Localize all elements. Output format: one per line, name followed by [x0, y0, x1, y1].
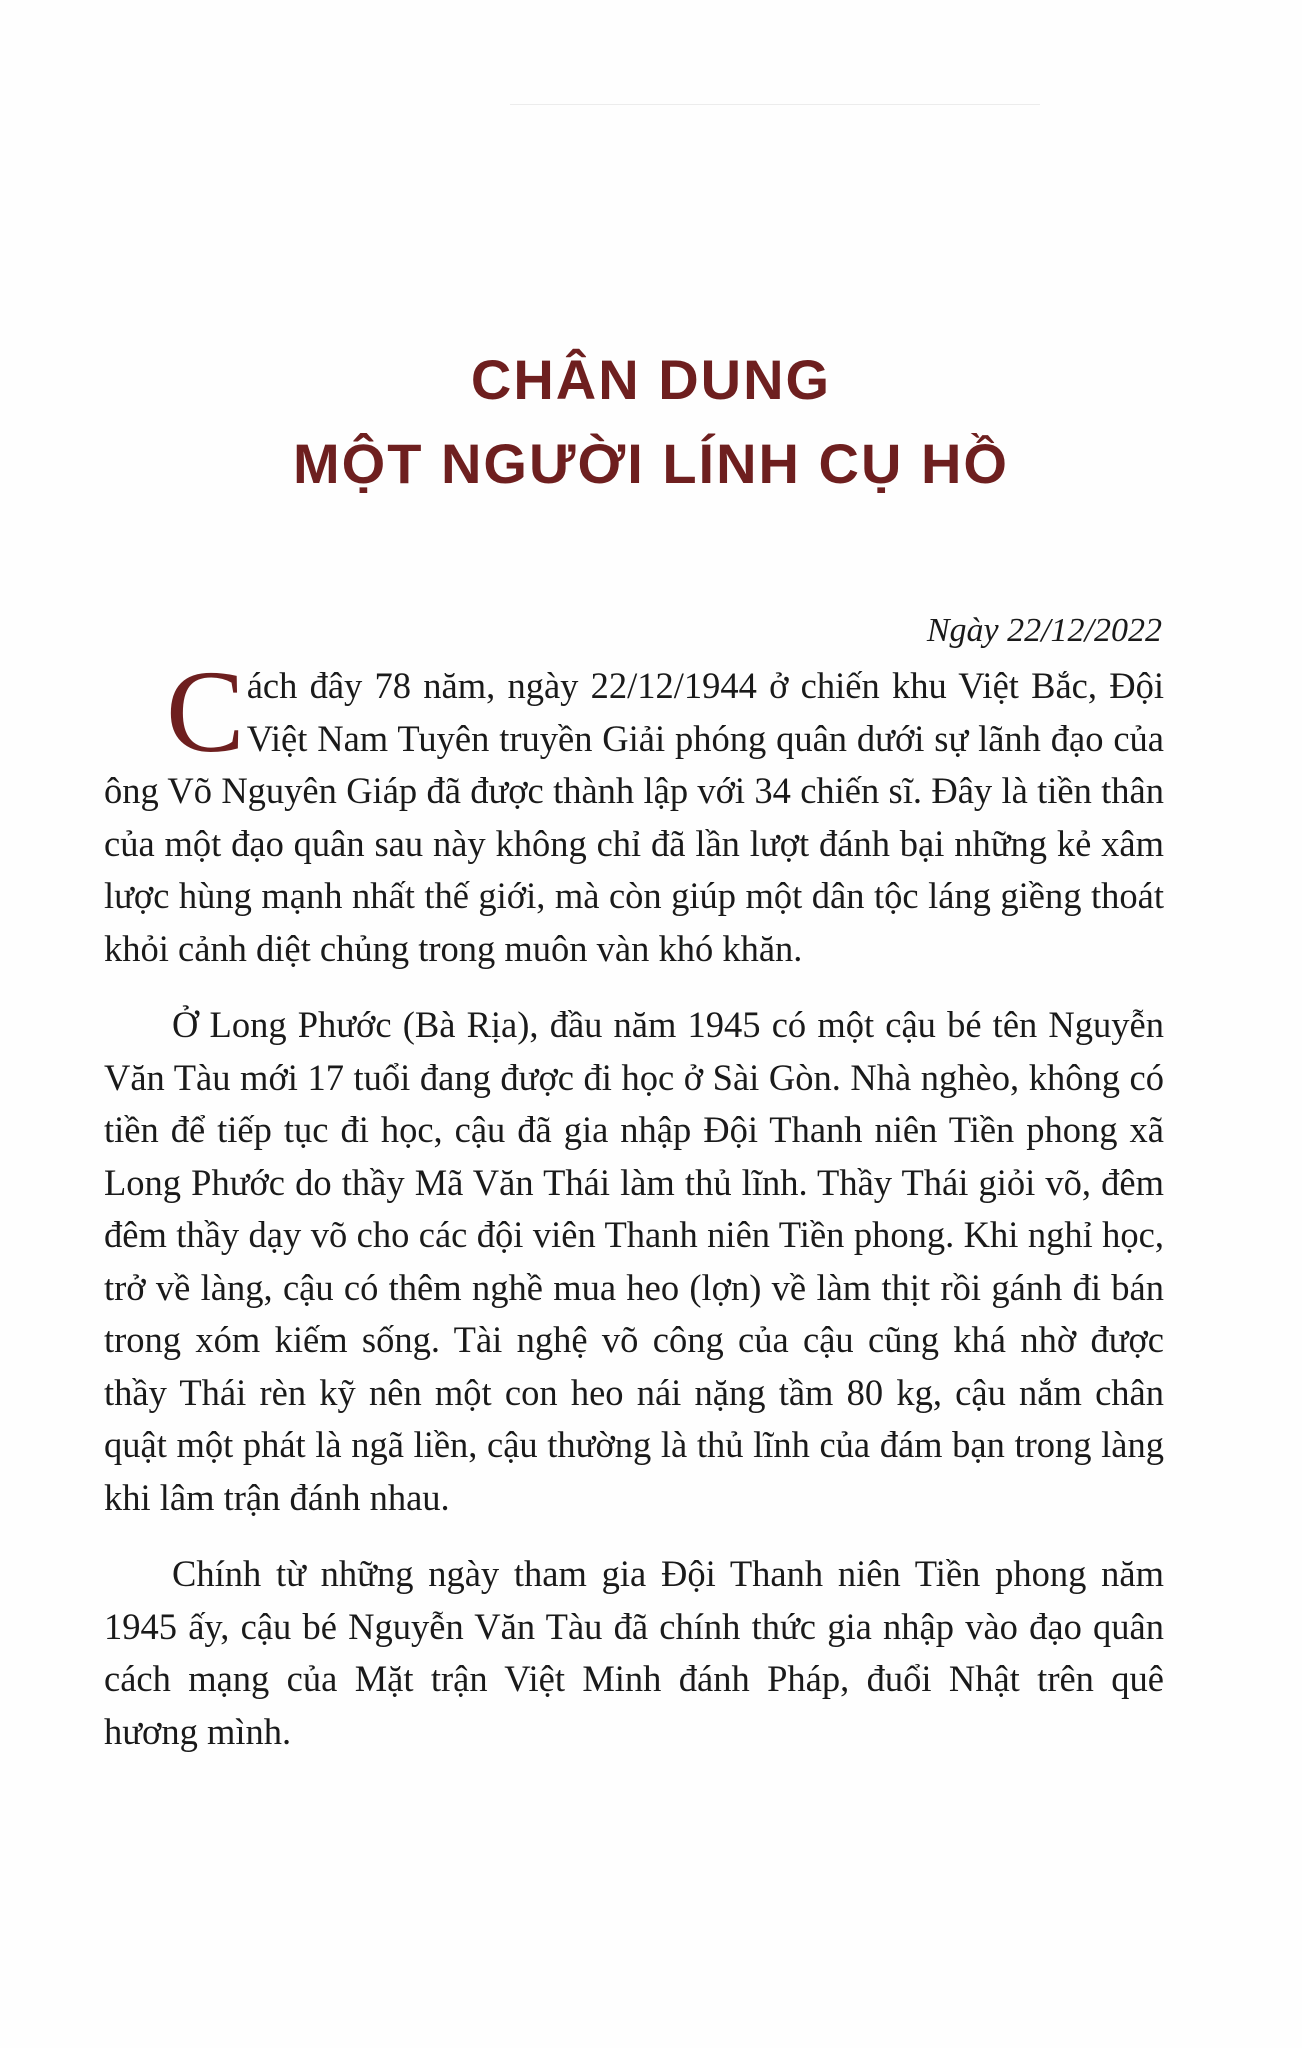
chapter-title [0, 338, 1302, 506]
dateline: Ngày 22/12/2022 [926, 612, 1162, 649]
paragraph-1-text: ách đây 78 năm, ngày 22/12/1944 ở chiến khu Việt Bắc, Đội Việt Nam Tuyên truyền Giải phóng quân dưới sự lãnh đạo của ông Võ Nguyên Giáp đã được thành lập với 34 chiến sĩ. Đây là tiền thân của một đạo quân sau này không chỉ đã lần lượt đánh bại những kẻ xâm lược hùng mạnh nhất thế giới, mà còn giúp một dân tộc láng giềng thoát khỏi cảnh diệt chủng trong muôn vàn khó khăn. [104, 665, 1164, 969]
page-number [1122, 88, 1162, 112]
running-header-rule [510, 104, 1040, 105]
paragraph-1 [104, 646, 1164, 975]
paragraph-2: Ở Long Phước (Bà Rịa), đầu năm 1945 có một cậu bé tên Nguyễn Văn Tàu mới 17 tuổi đang được đi học ở Sài Gòn. Nhà nghèo, không có tiền để tiếp tục đi học, cậu đã gia nhập Đội Thanh niên Tiền phong xã Long Phước do thầy Mã Văn Thái làm thủ lĩnh. Thầy Thái giỏi võ, đêm đêm thầy dạy võ cho các đội viên Thanh niên Tiền phong. Khi nghỉ học, trở về làng, cậu có thêm nghề mua heo (lợn) về làm thịt rồi gánh đi bán trong xóm kiếm sống. Tài nghệ võ công của cậu cũng khá nhờ được thầy Thái rèn kỹ nên một con heo nái nặng tầm 80 kg, cậu nắm chân quật một phát là ngã liền, cậu thường là thủ lĩnh của đám bạn trong làng khi lâm trận đánh nhau. [104, 1004, 1164, 1518]
chapter-title-line-2: MỘT NGƯỜI LÍNH CỤ HỒ [293, 432, 1009, 495]
drop-cap: C [166, 646, 245, 777]
chapter-title-line-1: CHÂN DUNG [470, 348, 832, 411]
chapter-body [104, 646, 1164, 1782]
paragraph-3: Chính từ những ngày tham gia Đội Thanh niên Tiền phong năm 1945 ấy, cậu bé Nguyễn Văn Tàu đã chính thức gia nhập vào đạo quân cách mạng của Mặt trận Việt Minh đánh Pháp, đuổi Nhật trên quê hương mình. [104, 1553, 1164, 1752]
